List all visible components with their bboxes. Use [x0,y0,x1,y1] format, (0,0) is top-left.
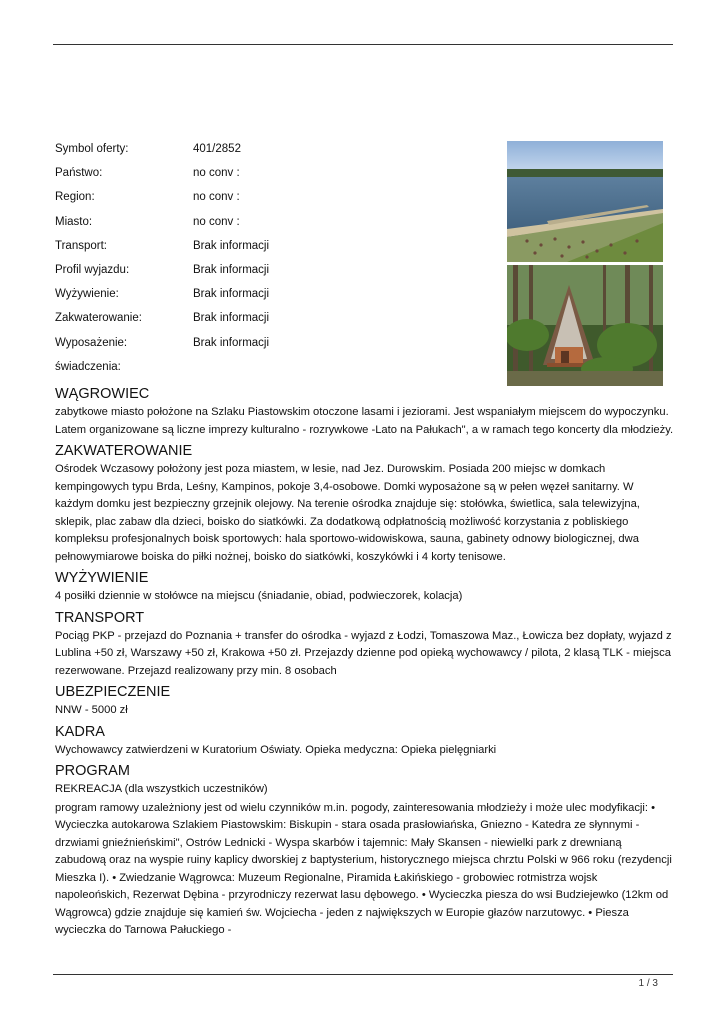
offer-description [55,384,675,941]
section-subheading-program: REKREACJA (dla wszystkich uczestników) [55,783,268,795]
spec-label: Zakwaterowanie: [55,312,142,325]
section-heading-wyzywienie: WYŻYWIENIE [55,570,149,586]
spec-value: Brak informacji [193,239,270,252]
spec-row [55,335,495,359]
section-text-transport: Pociąg PKP - przejazd do Poznania + transfer do ośrodka - wyjazd z Łodzi, Tomaszowa Maz., Łowicza bez dopłaty, wyjazd z Lublina +50 zł, Warszawy +50 zł, Krakowa +50 zł. Przejazdy dzienne pod opieką wychowawcy / pilota, 2 klasą TLK - miejsca rezerwowane. Przejazd realizowany przy min. 8 osobach [55,629,672,677]
spec-row [55,141,495,165]
spec-value: no conv : [193,191,240,204]
forest-cabin-photo [507,265,663,386]
spec-label: Miasto: [55,215,93,228]
spec-row [55,262,495,286]
section-heading-program: PROGRAM [55,763,130,779]
section-text-wagrowiec: zabytkowe miasto położone na Szlaku Piastowskim otoczone lasami i jeziorami. Jest wspaniałym miejscem do wypoczynku. Latem organizowane są liczne imprezy kulturalno - rozrywkowe -Lato na Pałukach", a w ramach tego koncerty dla młodzieży. [55,406,674,436]
spec-value: Brak informacji [193,336,270,349]
section-text-kadra: Wychowawcy zatwierdzeni w Kuratorium Oświaty. Opieka medyczna: Opieka pielęgniarki [55,743,497,756]
section-heading-kadra: KADRA [55,723,105,740]
section-heading-ubezpieczenie: UBEZPIECZENIE [55,684,171,700]
spec-row [55,310,495,334]
section-heading-zakwaterowanie: ZAKWATEROWANIE [55,443,193,459]
page-number: 1 / 3 [638,978,658,989]
spec-label: Symbol oferty: [55,143,129,155]
spec-value: Brak informacji [193,263,270,276]
lake-beach-photo [507,141,663,262]
section-heading-transport: TRANSPORT [55,609,145,626]
spec-value: Brak informacji [193,312,270,325]
spec-value: no conv : [193,215,240,228]
spec-label: świadczenia: [55,360,121,373]
section-text-wyzywienie: 4 posiłki dziennie w stołówce na miejscu (śniadanie, obiad, podwieczorek, kolacja) [55,590,463,602]
spec-label: Region: [55,191,95,204]
footer-rule [53,974,673,975]
spec-row [55,359,495,383]
spec-row [55,189,495,213]
spec-label: Państwo: [55,167,103,180]
spec-row [55,238,495,262]
section-text-zakwaterowanie: Ośrodek Wczasowy położony jest poza miastem, w lesie, nad Jez. Durowskim. Posiada 200 miejsc w domkach kempingowych typu Brda, Leśny, Kampinos, pokoje 3,4-osobowe. Domki wyposażone są w pełen węzeł sanitarny. W każdym domku jest bezpieczny grzejnik olejowy. Na terenie ośrodka znajduje się: stołówka, świetlica, sala telewizyjna, sklepik, plac zabaw dla dzieci, boisko do siatkówki. Za dodatkową odpłatnością możliwość korzystania z pobliskiego kompleksu profesjonalnych boisk sportowych: hala sportowo-widowiskowa, sauna, gabinety odnowy biologicznej, dwa pełnowymiarowe boiska do piłki nożnej, boisko do siatkówki, koszykówki i 4 korty tenisowe. [55,463,640,563]
offer-specs [55,141,495,383]
header-rule [53,44,673,45]
spec-value: Brak informacji [193,288,270,301]
spec-row [55,165,495,189]
spec-row [55,214,495,238]
spec-label: Profil wyjazdu: [55,263,130,276]
spec-value: no conv : [193,167,240,180]
spec-label: Wyposażenie: [55,336,128,349]
section-heading-wagrowiec: WĄGROWIEC [55,386,150,402]
spec-value: 401/2852 [193,143,241,155]
section-text-program: program ramowy uzależniony jest od wielu czynników m.in. pogody, zainteresowania młodzieży i może ulec modyfikacji: • Wycieczka autokarowa Szlakiem Piastowskim: Biskupin - stara osada prasłowiańska, Gniezno - Katedra ze słynnymi -drzwiami gnieźnieńskimi", Ostrów Lednicki - Wyspa skarbów i tajemnic: Mały Skansen - niewielki park z drewnianą zabudową oraz na wyspie ruiny kaplicy dworskiej z baptysterium, historycznego miejsca chrztu Polski w 966 roku (rezydencji Mieszka I). • Zwiedzanie Wągrowca: Muzeum Regionalne, Piramida Łakińskiego - grobowiec rotmistrza wojsk napoleońskich, Rezerwat Dębina - przyrodniczy rezerwat lasu dębowego. • Wycieczka piesza do wsi Budziejewko (12km od Wągrowca) gdzie znajduje się kamień św. Wojciecha - jeden z największych w Europie głazów narzutowyc. • Piesza wycieczka do Tarnowa Pałuckiego - [55,801,672,936]
section-text-ubezpieczenie: NNW - 5000 zł [55,704,128,716]
spec-label: Transport: [55,239,107,252]
spec-row [55,286,495,310]
spec-label: Wyżywienie: [55,288,119,301]
